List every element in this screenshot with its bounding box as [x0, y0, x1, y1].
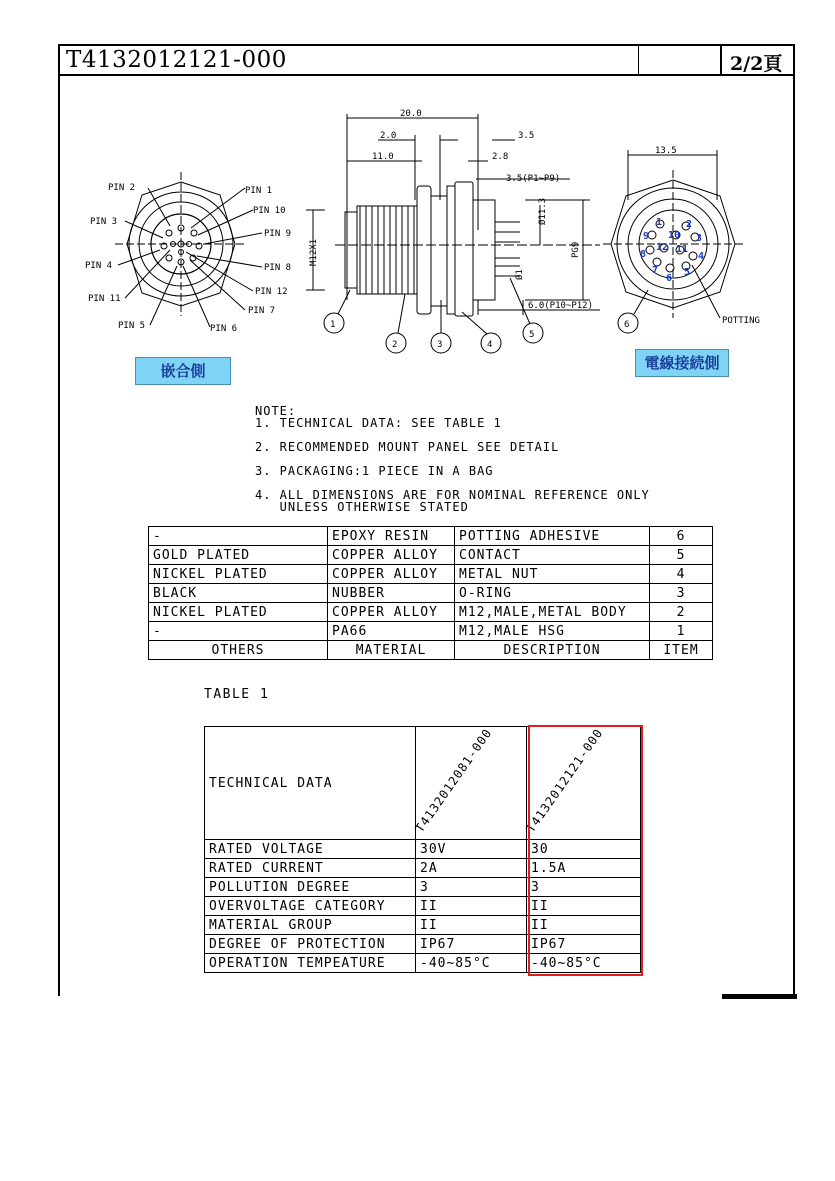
pin-label: PIN 9: [264, 229, 292, 239]
balloon-label: 6: [624, 320, 630, 330]
bom-cell: -: [149, 527, 328, 546]
dim-label: Ø1: [515, 269, 525, 280]
bom-cell: M12,MALE,METAL BODY: [455, 603, 650, 622]
bom-header: DESCRIPTION: [455, 641, 650, 660]
table-row: [149, 584, 713, 603]
table-header-row: [149, 641, 713, 660]
spec-value: 2A: [416, 859, 527, 878]
bom-cell: NUBBER: [328, 584, 455, 603]
pin-number: 12: [656, 242, 669, 253]
bom-cell: PA66: [328, 622, 455, 641]
bom-header: MATERIAL: [328, 641, 455, 660]
dim-label: M12X1: [309, 238, 319, 266]
pin-label: PIN 5: [118, 321, 146, 331]
table-row: [149, 565, 713, 584]
side-view: [306, 114, 648, 353]
pin-label: PIN 4: [85, 261, 113, 271]
table-row: [149, 527, 713, 546]
spec-value: 30: [527, 840, 641, 859]
balloon-label: 5: [529, 330, 535, 340]
bom-cell: 6: [650, 527, 713, 546]
note-line: UNLESS OTHERWISE STATED: [255, 500, 469, 514]
bom-cell: 5: [650, 546, 713, 565]
spec-name: RATED CURRENT: [205, 859, 416, 878]
pin-number: 9: [643, 231, 650, 242]
bom-header: OTHERS: [149, 641, 328, 660]
spec-value: -40~85°C: [416, 954, 527, 973]
pin-label: PIN 2: [108, 183, 136, 193]
spec-name: DEGREE OF PROTECTION: [205, 935, 416, 954]
bom-cell: 2: [650, 603, 713, 622]
bom-cell: BLACK: [149, 584, 328, 603]
dimension-labels: [309, 109, 760, 350]
spec-name: OVERVOLTAGE CATEGORY: [205, 897, 416, 916]
dim-label: Ø11.3: [538, 197, 548, 225]
model-number: T4132012121-000: [523, 725, 606, 835]
pin-label: PIN 3: [90, 217, 118, 227]
spec-value: II: [416, 897, 527, 916]
pin-label: PIN 10: [253, 206, 286, 216]
spec-name: POLLUTION DEGREE: [205, 878, 416, 897]
pin-number: 7: [652, 265, 659, 276]
spec-name: OPERATION TEMPEATURE: [205, 954, 416, 973]
dim-label: 2.0: [380, 131, 397, 141]
highlight-box: [528, 725, 643, 976]
balloon-label: 1: [330, 320, 336, 330]
pin-label: PIN 1: [245, 186, 273, 196]
dim-label: 3.5: [518, 131, 535, 141]
pin-number: 10: [668, 230, 681, 241]
bom-cell: 3: [650, 584, 713, 603]
spec-value: II: [416, 916, 527, 935]
bom-cell: POTTING ADHESIVE: [455, 527, 650, 546]
bom-cell: -: [149, 622, 328, 641]
note-line: 2. RECOMMENDED MOUNT PANEL SEE DETAIL: [255, 440, 560, 454]
pin-label: PIN 11: [88, 294, 121, 304]
balloon-label: 2: [392, 340, 398, 350]
pin-numbers-right: [640, 217, 704, 284]
bom-cell: CONTACT: [455, 546, 650, 565]
note-line: 1. TECHNICAL DATA: SEE TABLE 1: [255, 416, 502, 430]
note-line: NOTE:: [255, 404, 297, 418]
spec-value: IP67: [527, 935, 641, 954]
bom-cell: COPPER ALLOY: [328, 565, 455, 584]
doc-number: T4132012121-000: [66, 47, 287, 73]
tech-header: TECHNICAL DATA: [205, 727, 416, 840]
bom-cell: NICKEL PLATED: [149, 603, 328, 622]
bom-cell: M12,MALE HSG: [455, 622, 650, 641]
balloon-label: 3: [437, 340, 443, 350]
spec-value: 3: [527, 878, 641, 897]
notes-block: [255, 405, 650, 513]
bom-cell: 4: [650, 565, 713, 584]
spec-value: IP67: [416, 935, 527, 954]
page-number: 2/2頁: [730, 53, 783, 75]
spec-value: II: [527, 916, 641, 935]
note-line: 3. PACKAGING:1 PIECE IN A BAG: [255, 464, 494, 478]
bom-cell: NICKEL PLATED: [149, 565, 328, 584]
front-view-left: [115, 172, 262, 327]
bom-cell: O-RING: [455, 584, 650, 603]
spec-value: II: [527, 897, 641, 916]
dim-label: 20.0: [400, 109, 422, 119]
pin-label: PIN 6: [210, 324, 238, 334]
table-label: TABLE 1: [204, 687, 270, 702]
model-column-header: [412, 725, 527, 840]
spec-value: 30V: [416, 840, 527, 859]
pin-label: PIN 7: [248, 306, 276, 316]
spec-name: MATERIAL GROUP: [205, 916, 416, 935]
dim-label: 2.8: [492, 152, 509, 162]
balloon-label: 4: [487, 340, 493, 350]
pin-label: PIN 12: [255, 287, 288, 297]
note-line: 4. ALL DIMENSIONS ARE FOR NOMINAL REFERENCE ONLY: [255, 488, 650, 502]
spec-value: -40~85°C: [527, 954, 641, 973]
spec-value: 3: [416, 878, 527, 897]
frame-bottom-bar: [722, 994, 797, 999]
wire-side-tag: 電線接続側: [635, 349, 729, 377]
pin-labels-left: [85, 183, 291, 334]
dim-label: 6.0(P10~P12): [528, 301, 594, 311]
pin-number: 8: [640, 249, 647, 260]
table-row: [149, 622, 713, 641]
table-row: [149, 603, 713, 622]
dim-label: 3.5(P1~P9): [506, 174, 561, 184]
bom-cell: METAL NUT: [455, 565, 650, 584]
pin-label: PIN 8: [264, 263, 292, 273]
dim-label: 13.5: [655, 146, 677, 156]
bill-of-materials: [148, 526, 713, 660]
dim-label: PG9: [571, 241, 581, 258]
pin-number: 6: [666, 273, 673, 284]
bom-cell: GOLD PLATED: [149, 546, 328, 565]
bom-cell: COPPER ALLOY: [328, 546, 455, 565]
pin-number: 3: [696, 233, 703, 244]
pin-number: 11: [676, 244, 689, 255]
bom-cell: EPOXY RESIN: [328, 527, 455, 546]
bom-cell: COPPER ALLOY: [328, 603, 455, 622]
potting-label: POTTING: [722, 316, 760, 326]
mating-side-tag: 嵌合側: [135, 357, 231, 385]
pin-number: 2: [686, 219, 693, 230]
spec-value: 1.5A: [527, 859, 641, 878]
dim-label: 11.0: [372, 152, 394, 162]
table-row: [149, 546, 713, 565]
model-number: T4132012081-000: [412, 725, 495, 835]
spec-name: RATED VOLTAGE: [205, 840, 416, 859]
pin-number: 5: [684, 267, 691, 278]
pin-number: 1: [656, 217, 663, 228]
bom-cell: 1: [650, 622, 713, 641]
bom-header: ITEM: [650, 641, 713, 660]
pin-number: 4: [698, 251, 705, 262]
